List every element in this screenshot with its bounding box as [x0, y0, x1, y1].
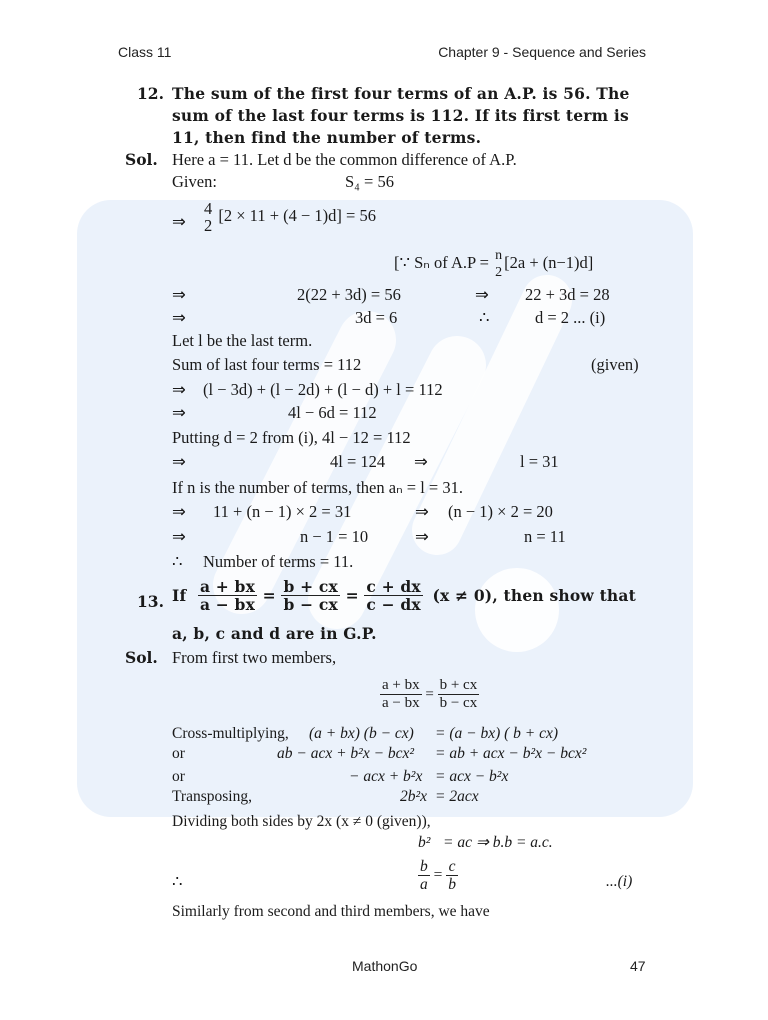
question-13-line-2: a, b, c and d are in G.P. [172, 624, 377, 643]
arrow-icon: ⇒ [172, 502, 186, 521]
arrow-icon: ⇒ [172, 452, 186, 471]
arrow-icon: ⇒ [172, 527, 186, 546]
sol12-s3a: 3d = 6 [355, 308, 398, 327]
sol12-s7b: (n − 1) × 2 = 20 [448, 502, 553, 521]
sol13-frac1-num: a + bx [382, 677, 420, 693]
sol12-step1-rest: [2 × 11 + (4 − 1)d] = 56 [218, 205, 376, 225]
equals-sign: = [425, 686, 434, 703]
sol13-ratio [380, 677, 479, 712]
sol13-c1l: (a + bx) (b − cx) [309, 725, 414, 742]
therefore-icon: ∴ [172, 872, 183, 891]
sol13-fb-num: b [420, 858, 428, 875]
header-chapter: Chapter 9 - Sequence and Series [438, 44, 646, 60]
q13-frac1-num: a + bx [199, 577, 256, 596]
header-class: Class 11 [118, 44, 172, 60]
sol13-transposing: Transposing, [172, 788, 252, 805]
arrow-icon: ⇒ [475, 285, 489, 304]
arrow-icon: ⇒ [172, 403, 186, 422]
arrow-icon: ⇒ [172, 212, 186, 231]
question-12-line-1: The sum of the first four terms of an A.P. is 56. The [172, 84, 630, 103]
equals-sign: = [345, 586, 359, 605]
therefore-icon: ∴ [479, 308, 490, 327]
sol13-or: or [172, 768, 185, 785]
question-12-line-3: 11, then find the number of terms. [172, 128, 482, 147]
solution-label-12: Sol. [125, 150, 158, 169]
q13-if: If [172, 586, 187, 605]
sol13-frac2-den: b − cx [439, 695, 478, 711]
sol12-s8b: n = 11 [524, 527, 566, 546]
q13-condition: (x ≠ 0), then show that [432, 586, 636, 605]
formula-denominator: 2 [495, 265, 503, 280]
question-12-line-2: sum of the last four terms is 112. If its first term is [172, 106, 629, 125]
sol13-ref: ...(i) [606, 873, 633, 890]
sol12-putting: Putting d = 2 from (i), 4l − 12 = 112 [172, 428, 411, 447]
fraction-numerator: 4 [204, 199, 213, 218]
sol13-dividing: Dividing both sides by 2x (x ≠ 0 (given)), [172, 813, 431, 830]
arrow-icon: ⇒ [415, 527, 429, 546]
sol13-c2r: = ab + acx − b²x − bcx² [435, 745, 587, 762]
sol13-frac1-den: a − bx [382, 695, 420, 711]
sol12-given-label: Given: [172, 172, 217, 191]
sol13-fc-num: c [446, 858, 458, 876]
sol13-c2l: ab − acx + b²x − bcx² [277, 745, 415, 762]
question-number-12: 12. [137, 84, 164, 103]
sol13-or: or [172, 745, 185, 762]
sol13-c3r: = acx − b²x [435, 768, 509, 785]
sol12-sum-last: Sum of last four terms = 112 [172, 355, 362, 374]
sol13-frac2-num: b + cx [439, 677, 478, 693]
sol13-c5l: b² [418, 834, 431, 851]
q13-frac2-den: b − cx [283, 595, 338, 614]
formula-right: [2a + (n−1)d] [504, 252, 594, 272]
formula-numerator: n [495, 248, 503, 263]
footer-brand: MathonGo [352, 958, 418, 974]
sol13-similarly: Similarly from second and third members, we have [172, 903, 490, 920]
fraction-denominator: 2 [204, 216, 213, 235]
question-number-13: 13. [137, 592, 164, 611]
sol12-s7a: 11 + (n − 1) × 2 = 31 [213, 502, 352, 521]
sol12-s4line: (l − 3d) + (l − 2d) + (l − d) + l = 112 [203, 380, 443, 399]
formula-left: [∵ Sₙ of A.P = [394, 252, 489, 272]
sol13-cross-label: Cross-multiplying, [172, 725, 289, 742]
equals-sign: = [262, 586, 276, 605]
sol12-s8a: n − 1 = 10 [300, 527, 369, 546]
sol12-line-1: Here a = 11. Let d be the common difference of A.P. [172, 150, 517, 169]
sol13-c1r: = (a − bx) ( b + cx) [435, 725, 559, 742]
sol13-c4l: 2b²x [400, 788, 428, 805]
q13-frac3-num: c + dx [366, 577, 421, 596]
arrow-icon: ⇒ [414, 452, 428, 471]
q13-frac3-den: c − dx [366, 595, 421, 614]
q13-frac2-num: b + cx [283, 577, 338, 596]
sol12-step1 [202, 200, 376, 234]
sol12-s3b: d = 2 ... (i) [535, 308, 606, 327]
arrow-icon: ⇒ [415, 502, 429, 521]
sol13-line-1: From first two members, [172, 648, 337, 667]
therefore-icon: ∴ [172, 552, 183, 571]
sol12-final: Number of terms = 11. [203, 552, 354, 571]
sol12-s2b: 22 + 3d = 28 [525, 285, 610, 304]
solution-label-13: Sol. [125, 648, 158, 667]
sol13-fb-den: a [420, 876, 428, 893]
sol12-formula [394, 247, 593, 281]
sol13-ratio-2 [418, 858, 458, 893]
sol12-if-n: If n is the number of terms, then aₙ = l = 31. [172, 478, 463, 497]
sol12-s4: S₄ = 56 [345, 172, 394, 191]
sol12-s6a: 4l = 124 [330, 452, 386, 471]
sol13-c5r: = ac ⇒ b.b = a.c. [443, 834, 553, 851]
sol12-given-tag: (given) [591, 355, 639, 374]
sol12-last-term: Let l be the last term. [172, 331, 313, 350]
sol12-s2a: 2(22 + 3d) = 56 [297, 285, 401, 304]
arrow-icon: ⇒ [172, 380, 186, 399]
arrow-icon: ⇒ [172, 285, 186, 304]
question-13-line-1 [172, 578, 636, 613]
sol12-s6b: l = 31 [520, 452, 559, 471]
arrow-icon: ⇒ [172, 308, 186, 327]
footer-page-number: 47 [630, 958, 646, 974]
sol13-c4r: = 2acx [435, 788, 479, 805]
sol13-c3l: − acx + b²x [349, 768, 423, 785]
q13-frac1-den: a − bx [199, 595, 256, 614]
sol13-fc-den: b [448, 876, 456, 893]
sol12-s5: 4l − 6d = 112 [288, 403, 377, 422]
equals-sign: = [433, 866, 443, 884]
